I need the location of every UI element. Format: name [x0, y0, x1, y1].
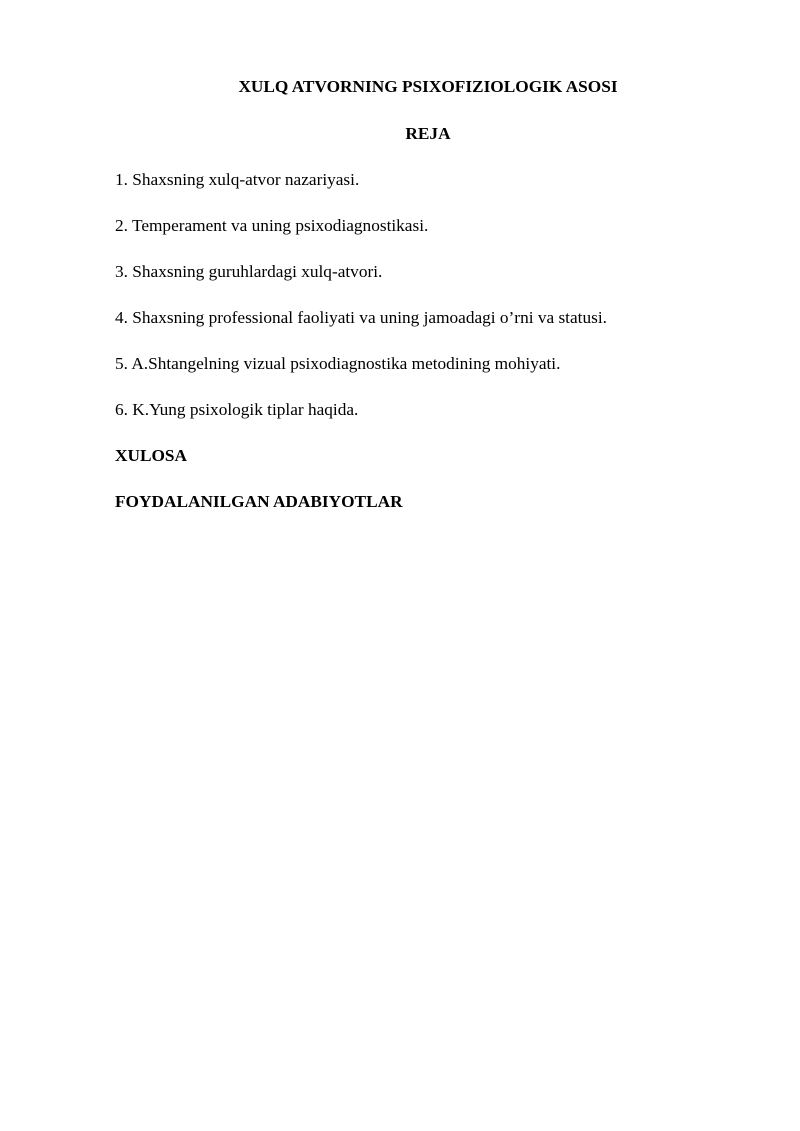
plan-heading: REJA — [405, 124, 451, 143]
plan-item-2: 2. Temperament va uning psixodiagnostikasi. — [115, 216, 429, 235]
plan-item-4: 4. Shaxsning professional faoliyati va uning jamoadagi o’rni va statusi. — [115, 308, 607, 327]
document-title: XULQ ATVORNING PSIXOFIZIOLOGIK ASOSI — [238, 77, 618, 96]
plan-item-5: 5. A.Shtangelning vizual psixodiagnostika metodining mohiyati. — [115, 354, 561, 373]
plan-item-6: 6. K.Yung psixologik tiplar haqida. — [115, 400, 359, 419]
conclusion-heading: XULOSA — [115, 446, 188, 465]
references-heading: FOYDALANILGAN ADABIYOTLAR — [115, 492, 403, 511]
plan-item-1: 1. Shaxsning xulq-atvor nazariyasi. — [115, 170, 360, 189]
plan-item-3: 3. Shaxsning guruhlardagi xulq-atvori. — [115, 262, 383, 281]
